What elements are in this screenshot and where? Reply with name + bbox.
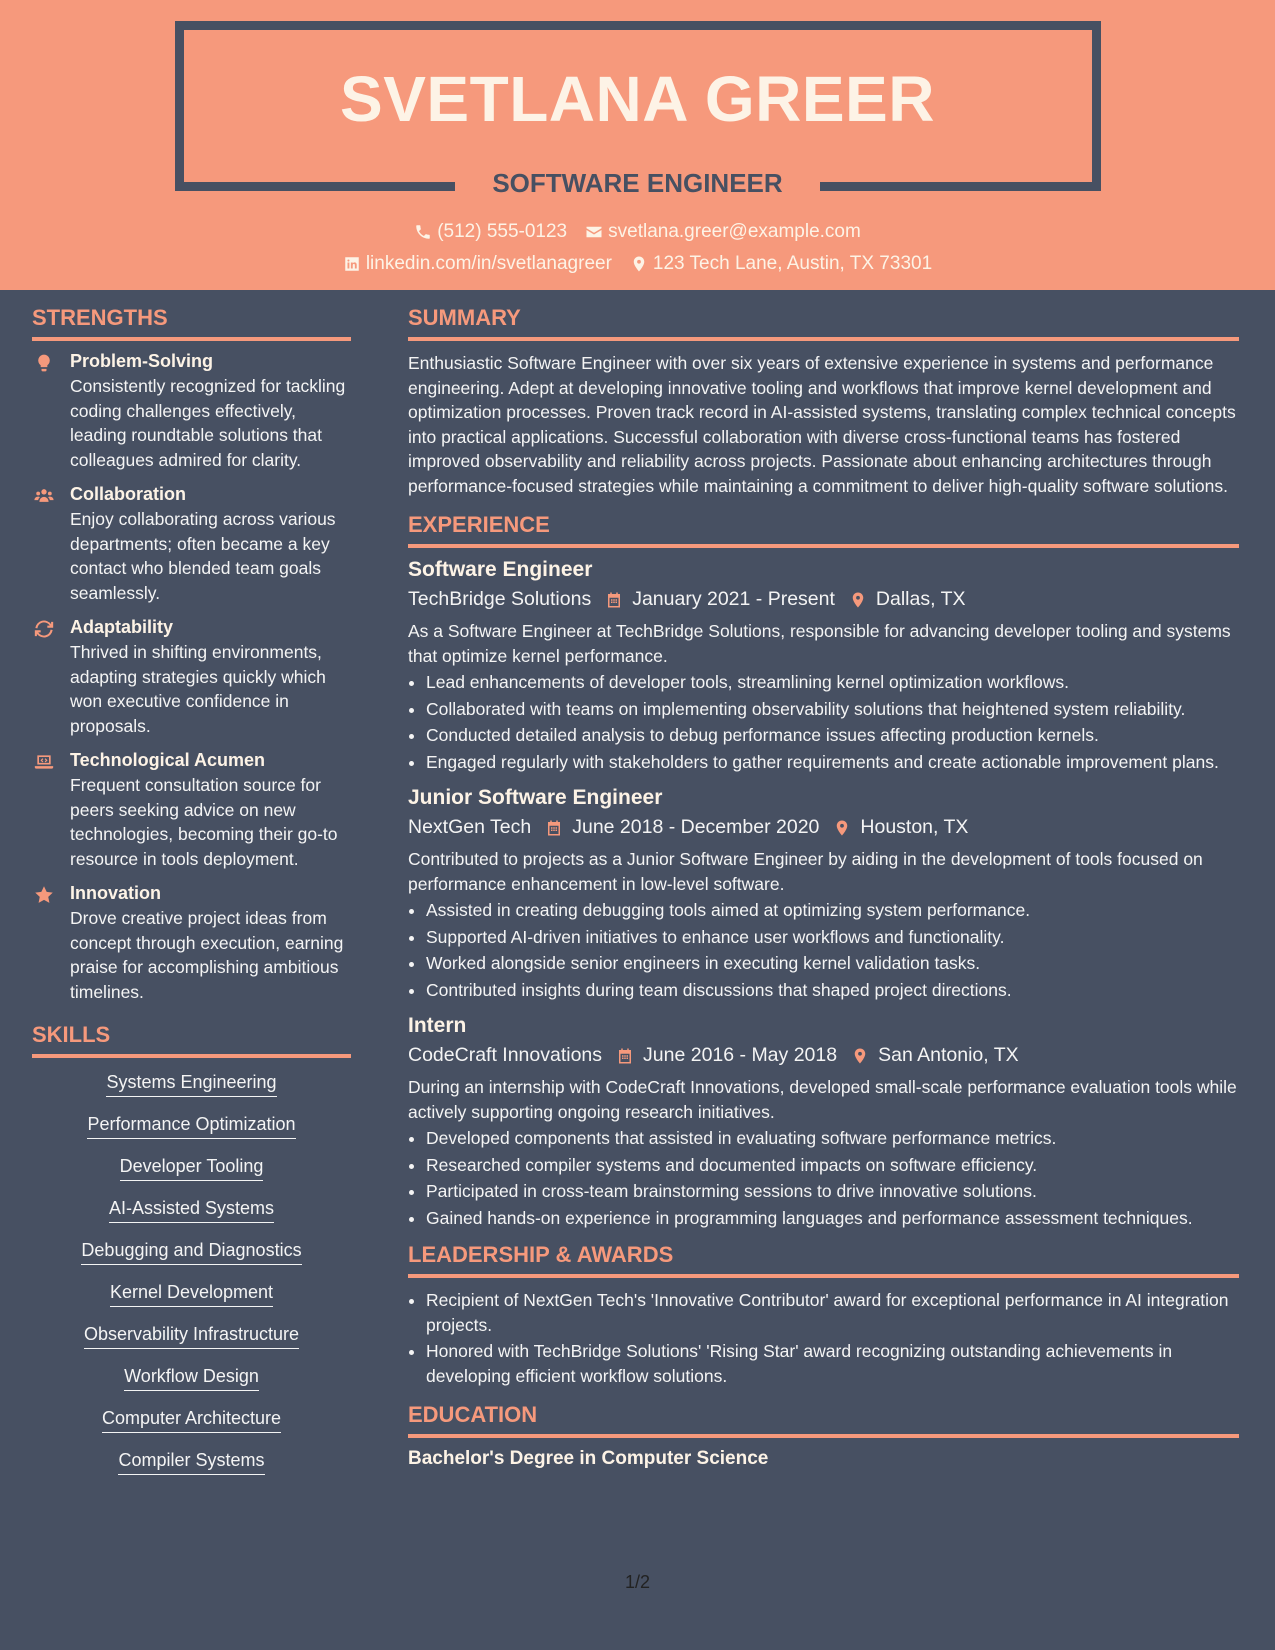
- lightbulb-icon: [34, 353, 54, 373]
- award-item: • Recipient of NextGen Tech's 'Innovative Contributor' award for exceptional performance in AI integration projects.: [426, 1288, 1239, 1337]
- skills-heading: SKILLS: [32, 1022, 351, 1058]
- strength-title: Innovation: [70, 883, 161, 903]
- strength-desc: Enjoy collaborating across various departments; often became a key contact who blended team goals seamlessly.: [70, 509, 336, 603]
- job-company: NextGen Tech: [408, 816, 532, 838]
- left-column: [32, 305, 351, 1475]
- map-marker-icon: [833, 819, 851, 837]
- linkedin-text: linkedin.com/in/svetlanagreer: [365, 253, 612, 274]
- skill-tag: AI-Assisted Systems: [109, 1198, 274, 1223]
- job-desc: Contributed to projects as a Junior Software Engineer by aiding in the development of tools focused on performance enhancement in low-level software.: [408, 849, 1203, 894]
- job-desc: As a Software Engineer at TechBridge Solutions, responsible for advancing developer tooling and systems that optimize kernel performance.: [408, 621, 1231, 666]
- job-meta: [408, 1044, 1239, 1067]
- job-bullet: • Contributed insights during team discussions that shaped project directions.: [426, 978, 1239, 1003]
- skill-tag: Kernel Development: [110, 1282, 273, 1307]
- job-bullet: • Developed components that assisted in evaluating software performance metrics.: [426, 1126, 1239, 1151]
- strength-title: Problem-Solving: [70, 351, 214, 371]
- skill-tag: Developer Tooling: [120, 1156, 264, 1181]
- address-item: [630, 253, 932, 275]
- job-bullet: • Worked alongside senior engineers in executing kernel validation tasks.: [426, 951, 1239, 976]
- strength-desc: Drove creative project ideas from concept through execution, earning praise for accomplishing ambitious timelines.: [70, 908, 344, 1002]
- summary-text: Enthusiastic Software Engineer with over six years of extensive experience in systems and performance engineering. Adept at developing innovative tooling and workflows that improve kernel development and optimization processes. Proven track record in AI-assisted systems, translating complex technical concepts into practical applications. Successful collaboration with diverse cross-functional teams has fostered improved observability and reliability across projects. Passionate about enhancing architectures through performance-focused strategies while maintaining a commitment to deliver high-quality software solutions.: [408, 353, 1236, 496]
- strength-item: [32, 750, 351, 871]
- strength-desc: Thrived in shifting environments, adapting strategies quickly which won executive confidence in proposals.: [70, 642, 326, 736]
- strength-desc: Consistently recognized for tackling coding challenges effectively, leading roundtable solutions that colleagues admired for clarity.: [70, 376, 346, 470]
- awards-heading: LEADERSHIP & AWARDS: [408, 1242, 1239, 1278]
- contact-row-1: [0, 221, 1275, 243]
- skill-tag: Computer Architecture: [102, 1408, 281, 1433]
- job-entry: [408, 558, 1239, 774]
- job-desc: During an internship with CodeCraft Innovations, developed small-scale performance evaluation tools while actively supporting ongoing research initiatives.: [408, 1077, 1237, 1122]
- skill-tag: Debugging and Diagnostics: [81, 1240, 301, 1265]
- award-item: • Honored with TechBridge Solutions' 'Rising Star' award recognizing outstanding achievements in developing efficient workflow solutions.: [426, 1339, 1239, 1388]
- job-entry: [408, 1014, 1239, 1230]
- job-meta: [408, 588, 1239, 611]
- laptop-code-icon: [34, 752, 54, 772]
- job-bullets: [408, 898, 1239, 1002]
- skill-tag: Performance Optimization: [87, 1114, 295, 1139]
- job-meta: [408, 816, 1239, 839]
- job-entry: [408, 786, 1239, 1002]
- summary-heading: SUMMARY: [408, 305, 1239, 341]
- awards-list: [408, 1288, 1239, 1388]
- job-dates: January 2021 - Present: [632, 588, 835, 610]
- map-marker-icon: [849, 591, 867, 609]
- skill-tag: Compiler Systems: [118, 1450, 264, 1475]
- sync-icon: [34, 619, 54, 639]
- phone-icon: [414, 223, 432, 241]
- job-title: Junior Software Engineer: [408, 786, 663, 809]
- strength-item: [32, 617, 351, 738]
- calendar-icon: [616, 1047, 634, 1065]
- candidate-role: SOFTWARE ENGINEER: [492, 168, 783, 198]
- envelope-icon: [585, 223, 603, 241]
- calendar-icon: [545, 819, 563, 837]
- linkedin-icon: [343, 255, 361, 273]
- skill-tag: Observability Infrastructure: [84, 1324, 299, 1349]
- job-company: CodeCraft Innovations: [408, 1044, 603, 1066]
- right-column: [408, 305, 1239, 1470]
- skill-tag: Systems Engineering: [106, 1072, 276, 1097]
- strength-title: Adaptability: [70, 617, 174, 637]
- address-text: 123 Tech Lane, Austin, TX 73301: [652, 253, 933, 274]
- strength-desc: Frequent consultation source for peers seeking advice on new technologies, becoming their go-to resource in tools deployment.: [70, 775, 338, 869]
- email-text: svetlana.greer@example.com: [608, 221, 861, 242]
- header-banner: [0, 0, 1275, 290]
- job-bullet: • Gained hands-on experience in programming languages and performance assessment techniques.: [426, 1206, 1239, 1231]
- education-degree: Bachelor's Degree in Computer Science: [408, 1448, 769, 1469]
- strength-title: Technological Acumen: [70, 750, 266, 770]
- job-bullets: [408, 1126, 1239, 1230]
- job-location: Houston, TX: [860, 816, 969, 838]
- phone-text: (512) 555-0123: [437, 221, 568, 242]
- job-dates: June 2018 - December 2020: [572, 816, 820, 838]
- skill-list: [32, 1072, 351, 1475]
- candidate-name: SVETLANA GREER: [340, 63, 935, 135]
- strength-item: [32, 351, 351, 472]
- skills-section: [32, 1022, 351, 1475]
- linkedin-item[interactable]: [343, 253, 612, 275]
- users-icon: [34, 486, 54, 506]
- map-marker-icon: [630, 255, 648, 273]
- job-bullet: • Researched compiler systems and documented impacts on software efficiency.: [426, 1153, 1239, 1178]
- contact-row-2: [0, 253, 1275, 275]
- experience-heading: EXPERIENCE: [408, 512, 1239, 548]
- job-title: Intern: [408, 1014, 467, 1037]
- education-heading: EDUCATION: [408, 1402, 1239, 1438]
- phone-item[interactable]: [414, 221, 567, 243]
- job-bullet: • Assisted in creating debugging tools aimed at optimizing system performance.: [426, 898, 1239, 923]
- email-item[interactable]: [585, 221, 861, 243]
- job-bullet: • Collaborated with teams on implementing observability solutions that heightened system reliability.: [426, 697, 1239, 722]
- job-bullet: • Supported AI-driven initiatives to enhance user workflows and functionality.: [426, 925, 1239, 950]
- job-bullets: [408, 670, 1239, 774]
- job-location: Dallas, TX: [875, 588, 966, 610]
- job-bullet: • Engaged regularly with stakeholders to gather requirements and create actionable improvement plans.: [426, 750, 1239, 775]
- job-title: Software Engineer: [408, 558, 593, 581]
- job-company: TechBridge Solutions: [408, 588, 592, 610]
- skill-tag: Workflow Design: [124, 1366, 259, 1391]
- job-dates: June 2016 - May 2018: [643, 1044, 838, 1066]
- job-bullet: • Participated in cross-team brainstorming sessions to drive innovative solutions.: [426, 1179, 1239, 1204]
- page-number: 1/2: [624, 1572, 651, 1592]
- strength-title: Collaboration: [70, 484, 186, 504]
- strength-item: [32, 883, 351, 1004]
- strength-item: [32, 484, 351, 605]
- job-bullet: • Conducted detailed analysis to debug performance issues affecting production kernels.: [426, 723, 1239, 748]
- job-bullet: • Lead enhancements of developer tools, streamlining kernel optimization workflows.: [426, 670, 1239, 695]
- strengths-heading: STRENGTHS: [32, 305, 351, 341]
- calendar-icon: [605, 591, 623, 609]
- map-marker-icon: [851, 1047, 869, 1065]
- star-icon: [34, 885, 54, 905]
- job-location: San Antonio, TX: [878, 1044, 1019, 1066]
